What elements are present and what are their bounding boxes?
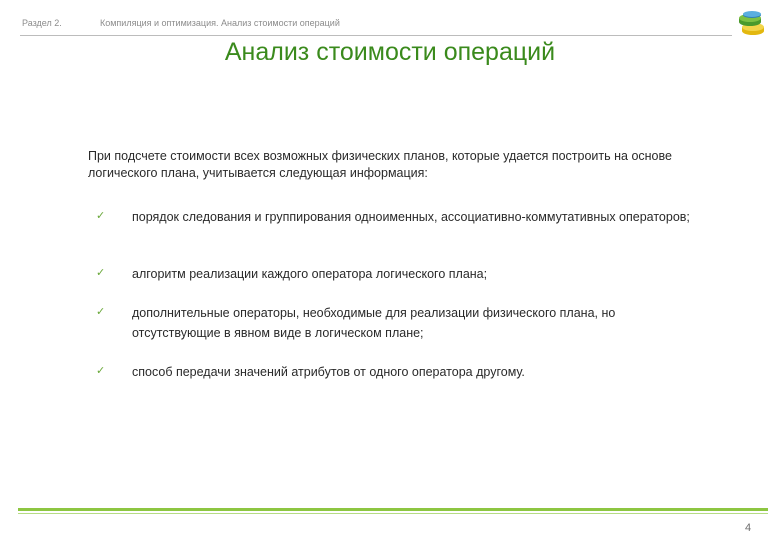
header-divider: [20, 35, 732, 36]
section-label: Раздел 2.: [22, 18, 62, 28]
breadcrumb: Компиляция и оптимизация. Анализ стоимости операций: [100, 18, 340, 28]
footer-bar: [18, 508, 768, 511]
check-icon: ✓: [96, 267, 106, 279]
check-icon: ✓: [96, 306, 106, 318]
check-icon: ✓: [96, 210, 106, 222]
check-icon: ✓: [96, 365, 106, 377]
page-number: 4: [745, 522, 752, 534]
coin-stack-logo-icon: [736, 10, 766, 36]
footer-divider: [18, 513, 768, 514]
list-item-text: алгоритм реализации каждого оператора логического плана;: [132, 267, 488, 281]
list-item-text: дополнительные операторы, необходимые для реализации физического плана, но отсутствующие в явном виде в логическом плане;: [132, 306, 616, 340]
list-item-text: порядок следования и группирования одноименных, ассоциативно-коммутативных операторов;: [132, 210, 690, 224]
page-title: Анализ стоимости операций: [224, 38, 556, 66]
list-item-text: способ передачи значений атрибутов от одного оператора другому.: [132, 365, 525, 379]
intro-paragraph: При подсчете стоимости всех возможных физических планов, которые удается построить на основе логического плана, учитывается следующая информация:: [88, 149, 672, 180]
